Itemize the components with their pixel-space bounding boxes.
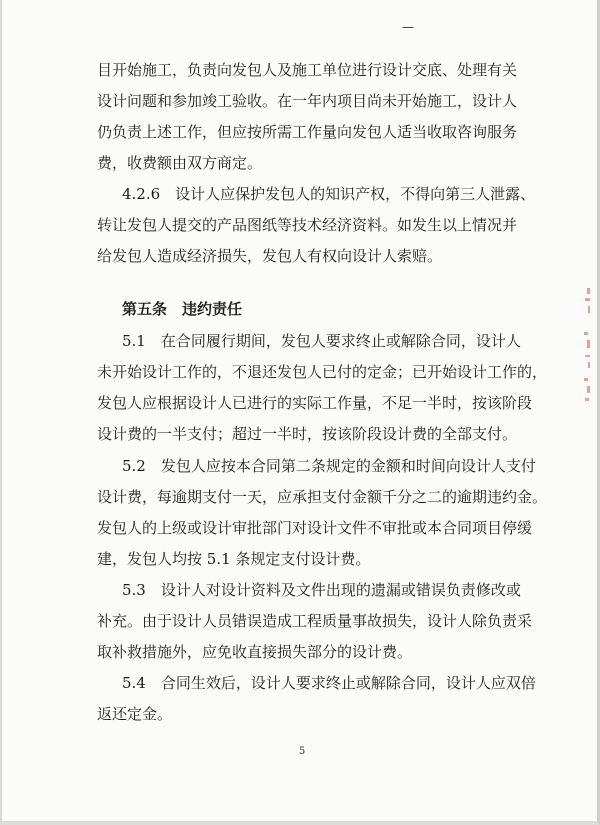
- text-line: 设计问题和参加竣工验收。在一年内项目尚未开始施工，设计人: [97, 92, 518, 110]
- text-line: 5.1 在合同履行期间，发包人要求终止或解除合同，设计人: [122, 332, 521, 350]
- section-heading: 第五条 违约责任: [122, 300, 243, 318]
- text-line: 补充。由于设计人员错误造成工程质量事故损失，设计人除负责采: [97, 612, 533, 630]
- text-line: 建，发包人均按 5.1 条规定支付设计费。: [97, 550, 371, 568]
- text-line: 5.4 合同生效后，设计人要求终止或解除合同，设计人应双倍: [122, 674, 536, 692]
- text-line: 4.2.6 设计人应保护发包人的知识产权，不得向第三人泄露、: [122, 185, 536, 203]
- text-line: 取补救措施外，应免收直接损失部分的设计费。: [97, 643, 413, 661]
- text-line: 转让发包人提交的产品图纸等技术经济资料。如发生以上情况并: [97, 216, 518, 234]
- text-line: 返还定金。: [97, 705, 173, 723]
- corner-mark: —: [402, 20, 414, 34]
- text-line: 发包人应根据设计人已进行的实际工作量，不足一半时，按该阶段: [97, 394, 533, 412]
- text-line: 未开始设计工作的，不退还发包人已付的定金；已开始设计工作的，: [97, 363, 548, 381]
- seal-fragment: [567, 280, 597, 410]
- text-line: 5.2 发包人应按本合同第二条规定的金额和时间向设计人支付: [122, 457, 536, 475]
- text-line: 给发包人造成经济损失，发包人有权向设计人索赔。: [97, 247, 443, 265]
- text-line: 设计费，每逾期支付一天，应承担支付金额千分之二的逾期违约金。: [97, 488, 548, 506]
- text-line: 费，收费额由双方商定。: [97, 154, 263, 172]
- page-number: 5: [298, 746, 306, 757]
- text-line: 仍负责上述工作，但应按所需工作量向发包人适当收取咨询服务: [97, 123, 518, 141]
- text-line: 发包人的上级或设计审批部门对设计文件不审批或本合同项目停缓: [97, 519, 533, 537]
- text-line: 目开始施工，负责向发包人及施工单位进行设计交底、处理有关: [97, 61, 518, 79]
- text-line: 设计费的一半支付；超过一半时，按该阶段设计费的全部支付。: [97, 425, 518, 443]
- text-line: 5.3 设计人对设计资料及文件出现的遗漏或错误负责修改或: [122, 581, 521, 599]
